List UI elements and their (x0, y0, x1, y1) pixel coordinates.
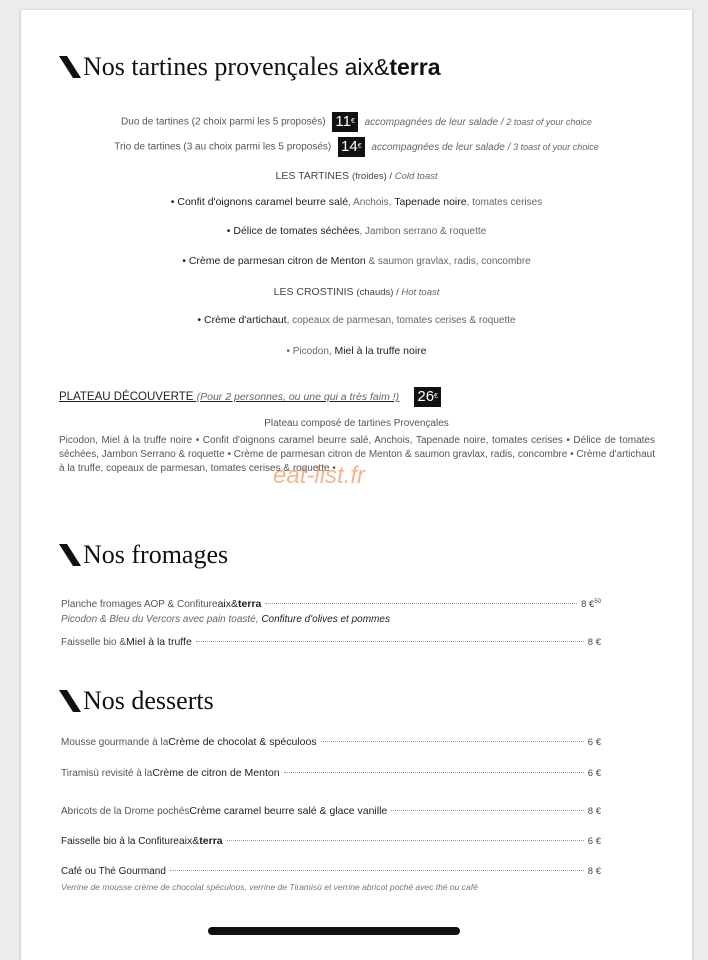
dessert-item-4: Faisselle bio à la Confiture aix&terra 6 € (61, 835, 601, 847)
dessert-item-2: Tiramisù revisité à la Crème de citron de Menton 6 € (61, 767, 601, 779)
tartines-title-text: Nos tartines provençales (83, 52, 339, 81)
home-indicator[interactable] (208, 927, 460, 935)
trio-label: Trio de tartines (3 au choix parmi les 5 proposés) (114, 141, 332, 153)
duo-label: Duo de tartines (2 choix parmi les 5 proposés) (121, 116, 326, 128)
fromage-item-1-sub: Picodon & Bleu du Vercors avec pain toasté, Confiture d'olives et pommes (61, 614, 390, 625)
tartines-subheading: LES TARTINES (froides) / Cold toast (275, 170, 438, 182)
duo-price-badge: 11€ (332, 112, 357, 132)
tartine-item-1: • Confit d'oignons caramel beurre salé, Anchois, Tapenade noire, tomates cerises (170, 196, 543, 208)
trio-price-badge: 14€ (338, 137, 365, 157)
slash-icon (59, 542, 81, 568)
tartine-item-3: • Crème de parmesan citron de Menton & saumon gravlax, radis, concombre (182, 255, 531, 267)
plateau-title: PLATEAU DÉCOUVERTE (Pour 2 personnes, ou une qui a très faim !) 26€ (59, 387, 445, 407)
dessert-item-5-sub: Verrine de mousse crème de chocolat spéculoos, verrine de Tiramisù et verrine abricot poché avec thé ou café (61, 882, 478, 892)
trio-line (21, 137, 692, 157)
tartines-section-title (59, 52, 441, 82)
menu-page (20, 10, 693, 960)
crostini-item-2: • Picodon, Miel à la truffe noire (286, 345, 427, 357)
dessert-item-3: Abricots de la Drome pochés Crème caramel beurre salé & glace vanille 8 € (61, 805, 601, 817)
fromage-item-2: Faisselle bio & Miel à la truffe 8 € (61, 636, 601, 648)
plateau-price-badge: 26€ (414, 387, 441, 407)
fromage-item-1: Planche fromages AOP & Confiture aix&terra 8 €$^{50}$ (61, 598, 601, 610)
crostini-item-1: • Crème d'artichaut, copeaux de parmesan, tomates cerises & roquette (197, 314, 516, 326)
plateau-composition: Plateau composé de tartines Provençales (264, 418, 449, 429)
fromages-section-title: Nos fromages (59, 540, 228, 570)
plateau-description: Picodon, Miel à la truffe noire • Confit d'oignons caramel beurre salé, Anchois, Tapenade noire, tomates cerises • Délice de tomates séchées, Jambon Serrano & roquette • Crème de parmesan citron de Menton & saumon gravlax, radis, concombre • Crème d'artichaut à la truffe, copeaux de parmesan, tomates cerises & roquette • (59, 435, 655, 474)
slash-icon (59, 54, 81, 80)
dessert-item-5: Café ou Thé Gourmand 8 € (61, 866, 601, 877)
slash-icon (59, 688, 81, 714)
duo-desc: accompagnées de leur salade / 2 toast of your choice (364, 116, 592, 128)
brand-logo: aix&terra (344, 53, 441, 80)
trio-desc: accompagnées de leur salade / 3 toast of your choice (371, 141, 599, 153)
price: 8 €$^{50}$ (581, 598, 601, 610)
tartine-item-2: • Délice de tomates séchées, Jambon serrano & roquette (226, 225, 487, 237)
desserts-section-title: Nos desserts (59, 686, 214, 716)
crostinis-subheading: LES CROSTINIS (chauds) / Hot toast (273, 286, 440, 298)
duo-line (21, 112, 692, 132)
watermark: eat-list.fr (273, 462, 366, 489)
dessert-item-1: Mousse gourmande à la Crème de chocolat & spéculoos 6 € (61, 736, 601, 748)
